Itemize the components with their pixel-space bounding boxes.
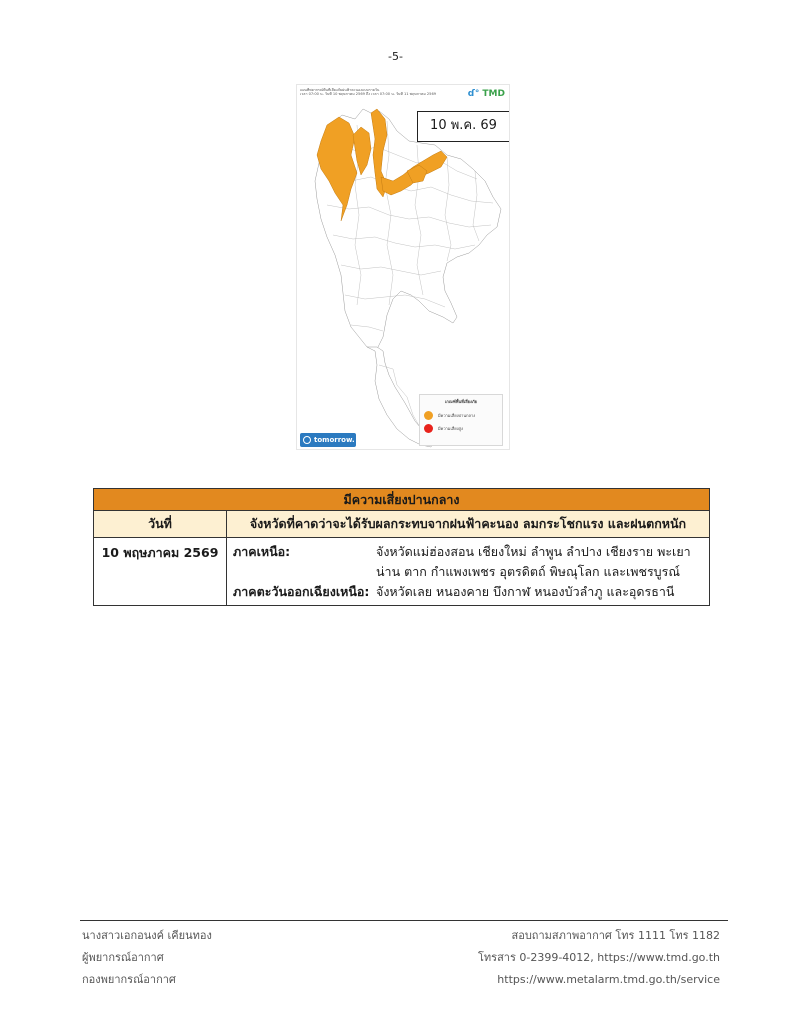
map-caption-line-2: เวลา 07:00 น. วันที่ 10 พฤษภาคม 2569 ถึง เวลา 07:00 น. วันที่ 11 พฤษภาคม 2569 bbox=[300, 92, 437, 97]
region-name: ภาคเหนือ: bbox=[233, 544, 291, 559]
region-north-continued bbox=[233, 562, 703, 582]
forecaster-title: ผู้พยากรณ์อากาศ bbox=[82, 951, 164, 964]
footer-contact bbox=[478, 925, 720, 991]
risk-table bbox=[93, 488, 710, 606]
map-legend bbox=[419, 394, 503, 446]
legend-item-moderate: มีความเสี่ยงปานกลาง bbox=[424, 409, 498, 422]
forecaster-name: นางสาวเอกอนงค์ เคียนทอง bbox=[82, 929, 212, 942]
tomorrow-io-badge: tomorrow. bbox=[300, 433, 356, 447]
tmd-logo: ɗ° TMD bbox=[467, 89, 505, 99]
region-northeast bbox=[233, 582, 703, 602]
orange-dot-icon bbox=[424, 411, 433, 420]
risk-map-figure bbox=[296, 84, 510, 450]
map-caption bbox=[300, 88, 470, 97]
row-date: 10 พฤษภาคม 2569 bbox=[94, 538, 227, 606]
region-provinces: จังหวัดเลย หนองคาย บึงกาฬ หนองบัวลำภู และอุดรธานี bbox=[376, 584, 675, 599]
legend-title: เกณฑ์พื้นที่เสี่ยงภัย bbox=[445, 399, 477, 404]
forecast-division: กองพยากรณ์อากาศ bbox=[82, 973, 176, 986]
region-provinces: น่าน ตาก กำแพงเพชร อุตรดิตถ์ พิษณุโลก และเพชรบูรณ์ bbox=[376, 564, 680, 579]
contact-service-link: https://www.metalarm.tmd.go.th/service bbox=[497, 973, 720, 986]
column-provinces: จังหวัดที่คาดว่าจะได้รับผลกระทบจากฝนฟ้าคะนอง ลมกระโชกแรง และฝนตกหนัก bbox=[227, 511, 710, 538]
footer-signature bbox=[82, 925, 212, 991]
footer-divider bbox=[80, 920, 728, 921]
region-north bbox=[233, 542, 703, 562]
page-number: -5- bbox=[388, 50, 403, 63]
table-row bbox=[94, 538, 710, 606]
row-detail bbox=[227, 538, 710, 606]
tmd-logo-icon: ɗ° bbox=[467, 89, 480, 99]
region-provinces: จังหวัดแม่ฮ่องสอน เชียงใหม่ ลำพูน ลำปาง เชียงราย พะเยา bbox=[376, 544, 691, 559]
risk-level-title: มีความเสี่ยงปานกลาง bbox=[94, 489, 710, 511]
legend-item-high: มีความเสี่ยงสูง bbox=[424, 422, 498, 435]
tomorrow-logo-icon bbox=[303, 436, 311, 444]
map-date-label: 10 พ.ค. 69 bbox=[417, 111, 510, 142]
red-dot-icon bbox=[424, 424, 433, 433]
contact-phone: สอบถามสภาพอากาศ โทร 1111 โทร 1182 bbox=[511, 929, 720, 942]
column-date: วันที่ bbox=[94, 511, 227, 538]
contact-fax-website: โทรสาร 0-2399-4012, https://www.tmd.go.th bbox=[478, 951, 720, 964]
region-name: ภาคตะวันออกเฉียงเหนือ: bbox=[233, 584, 370, 599]
map-caption-line-1: แผนที่พยากรณ์พื้นที่เสี่ยงภัยฝนฟ้าคะนองแบบรายวัน bbox=[300, 88, 380, 92]
